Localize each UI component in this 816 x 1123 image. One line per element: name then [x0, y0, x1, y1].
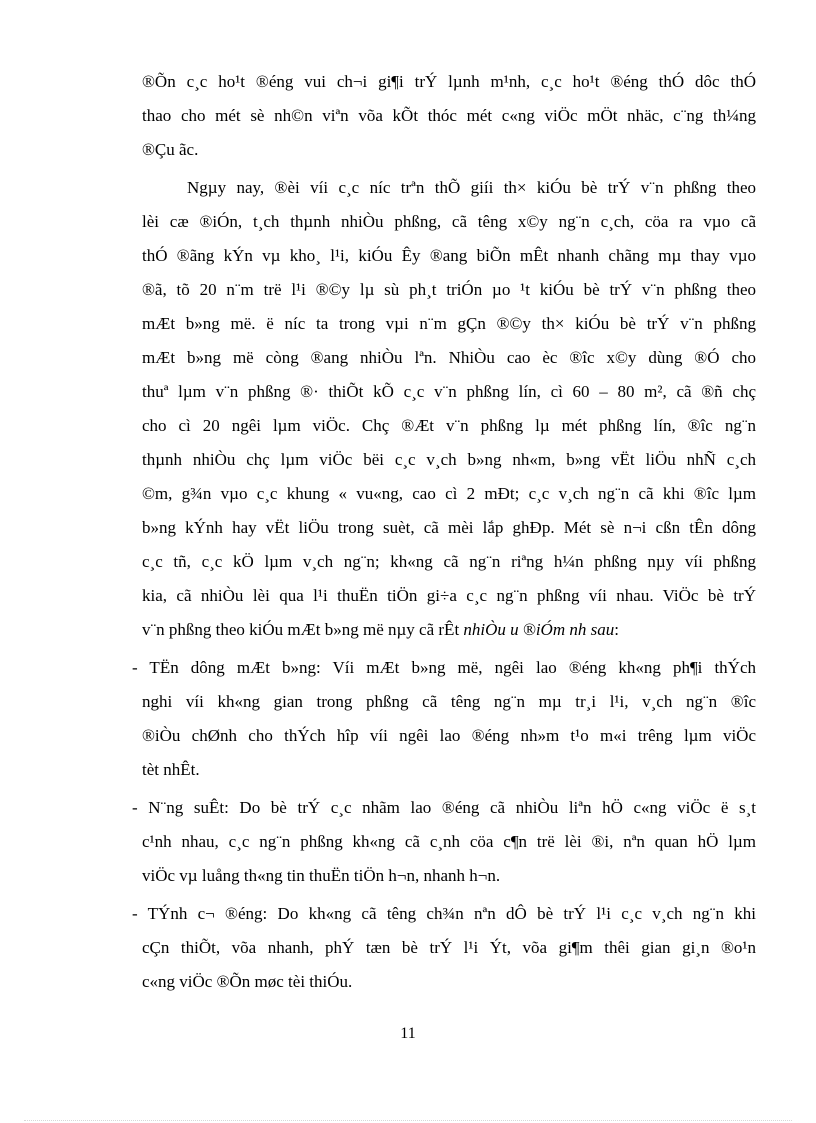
paragraph-line: thao cho mét sè nh©n viªn võa kÕt thóc mét c«ng viÖc mÖt nhäc, c¨ng th¼ng [142, 106, 756, 125]
bullet-line: nghi víi kh«ng gian trong phßng cã têng ng¨n mµ tr¸i l¹i, v¸ch ng¨n ®îc [142, 692, 756, 711]
bullet-line: - TËn dông mÆt b»ng: Víi mÆt b»ng më, ngêi lao ®éng kh«ng ph¶i thÝch [132, 658, 756, 677]
paragraph-line: thÓ ®ãng kÝn vµ kho¸ l¹i, kiÓu Êy ®ang biÕn mÊt nhanh chãng mµ thay vµo [142, 246, 756, 265]
bullet-item-1 [132, 651, 756, 787]
bullet-line: - TÝnh c¬ ®éng: Do kh«ng cã têng ch¾n nªn dÔ bè trÝ l¹i c¸c v¸ch ng¨n khi [132, 904, 756, 923]
page-number: 11 [400, 1025, 416, 1042]
paragraph-line: c¸c tñ, c¸c kÖ lµm v¸ch ng¨n; kh«ng cã ng¨n riªng h¼n phßng nµy víi phßng [142, 552, 756, 571]
bullet-line: tèt nhÊt. [142, 760, 200, 779]
bullet-line: - N¨ng suÊt: Do bè trÝ c¸c nhãm lao ®éng cã nhiÒu liªn hÖ c«ng viÖc ë s¸t [132, 798, 756, 817]
paragraph-line: ®ã, tõ 20 n¨m trë l¹i ®©y lµ sù ph¸t triÓn µo ¹t kiÓu bè trÝ v¨n phßng theo [142, 280, 756, 299]
paragraph-line: ®Õn c¸c ho¹t ®éng vui ch¬i gi¶i trÝ lµnh m¹nh, c¸c ho¹t ®éng thÓ dôc thÓ [142, 72, 756, 91]
paragraph-1 [142, 65, 756, 167]
bullet-line: c«ng viÖc ®Õn møc tèi thiÓu. [142, 972, 353, 991]
bullet-line: c¹nh nhau, c¸c ng¨n phßng kh«ng cã c¸nh cöa c¶n trë lèi ®i, nªn quan hÖ lµm [142, 832, 756, 851]
paragraph-line: Ngµy nay, ®èi víi c¸c níc trªn thÕ giíi th× kiÓu bè trÝ v¨n phßng theo [187, 178, 756, 197]
paragraph-line: ®Çu ãc. [142, 140, 199, 159]
paragraph-line: thµnh nhiÒu chç lµm viÖc bëi c¸c v¸ch b»ng nh«m, b»ng vËt liÖu nhÑ c¸ch [142, 450, 756, 469]
bullet-line: ®iÒu chØnh cho thÝch hîp víi ngêi lao ®éng nh»m t¹o m«i trêng lµm viÖc [142, 726, 756, 745]
paragraph-last-line [142, 613, 756, 647]
page-content [132, 65, 756, 999]
paragraph-line: lèi cæ ®iÓn, t¸ch thµnh nhiÒu phßng, cã têng x©y ng¨n c¸ch, cöa ra vµo cã [142, 212, 756, 231]
paragraph-line: mÆt b»ng më còng ®ang nhiÒu lªn. NhiÒu cao èc ®îc x©y dùng ®Ó cho [142, 348, 756, 367]
paragraph-line: mÆt b»ng më. ë níc ta trong vµi n¨m gÇn ®©y th× kiÓu bè trÝ v¨n phßng [142, 314, 756, 333]
paragraph-line: thuª lµm v¨n phßng ®· thiÕt kÕ c¸c v¨n phßng lín, cì 60 – 80 m², cã ®ñ chç [142, 382, 756, 401]
paragraph-line: ©m, g¾n vµo c¸c khung « vu«ng, cao cì 2 mÐt; c¸c v¸ch ng¨n cã khi ®îc lµm [142, 484, 756, 503]
bullet-item-3 [132, 897, 756, 999]
paragraph-line: b»ng kÝnh hay vËt liÖu trong suèt, cã mèi lắp ghÐp. Mét sè n¬i cßn tÊn dông [142, 518, 756, 537]
bullet-line: viÖc vµ luång th«ng tin thuËn tiÖn h¬n, nhanh h¬n. [142, 866, 501, 885]
paragraph-line: kia, cã nhiÒu lèi qua l¹i thuËn tiÖn gi÷a c¸c ng¨n phßng víi nhau. ViÖc bè trÝ [142, 586, 756, 605]
paragraph-line: cho cì 20 ngêi lµm viÖc. Chç ®Æt v¨n phßng lµ mét phßng lín, ®îc ng¨n [142, 416, 756, 435]
paragraph-line-end: : [614, 620, 619, 639]
paragraph-line-text: v¨n phßng theo kiÓu mÆt b»ng më nµy cã rÊt [142, 620, 460, 639]
italic-phrase: nhiÒu u ®iÓm nh sau [463, 620, 615, 639]
bullet-line: cÇn thiÕt, võa nhanh, phÝ tæn bè trÝ l¹i Ýt, võa gi¶m thêi gian gi¸n ®o¹n [142, 938, 756, 957]
bullet-item-2 [132, 791, 756, 893]
footer-divider [24, 1120, 792, 1121]
paragraph-2 [142, 171, 756, 647]
